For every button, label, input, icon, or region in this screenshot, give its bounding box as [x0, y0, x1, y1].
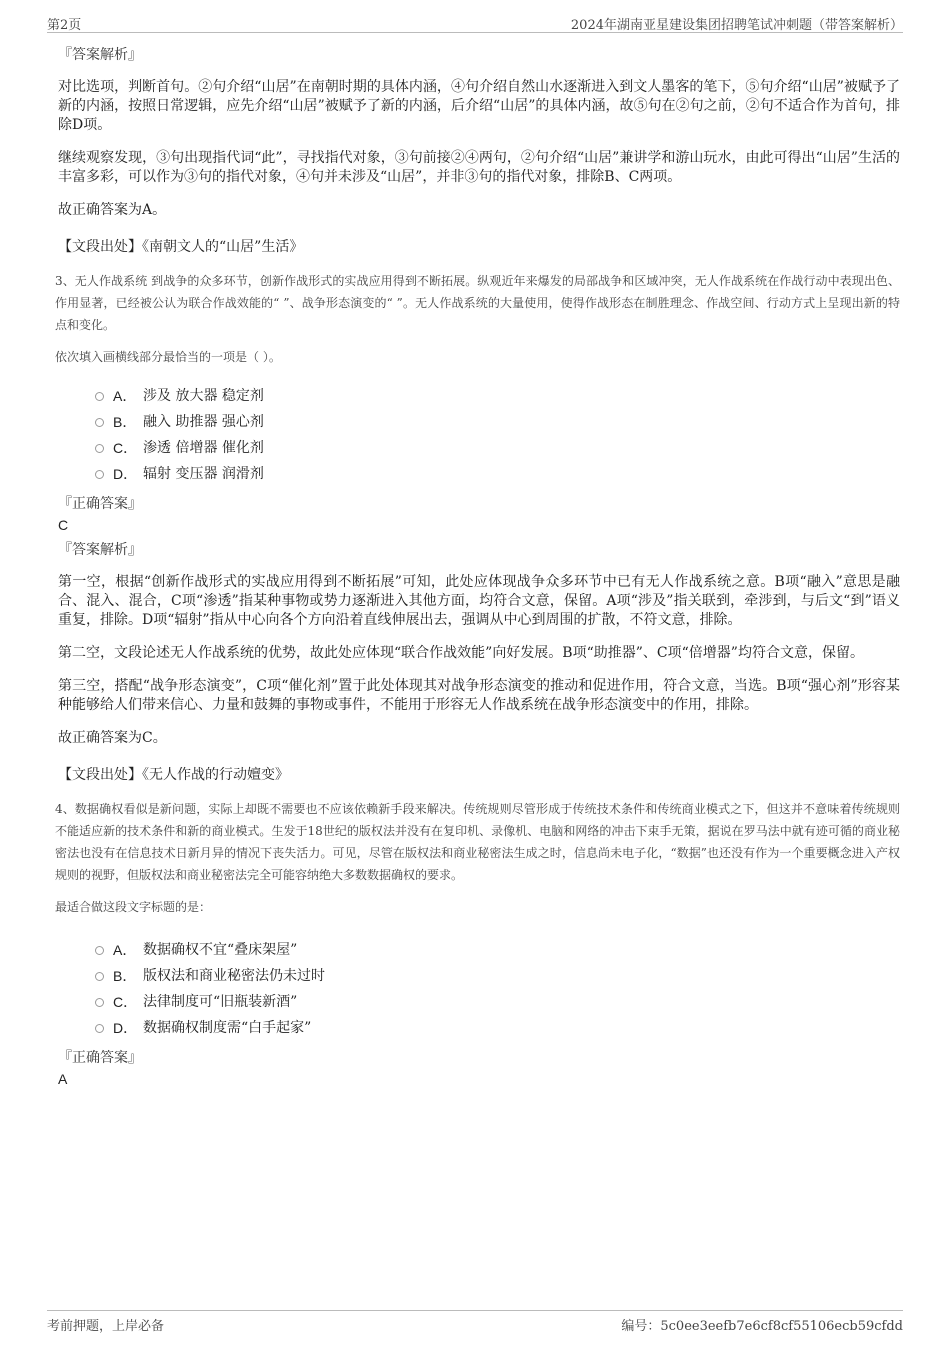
option-c[interactable]	[95, 989, 900, 1015]
radio-button[interactable]	[95, 470, 104, 479]
option-a[interactable]	[95, 937, 900, 963]
option-text: 涉及 放大器 稳定剂	[143, 388, 264, 404]
question-stem: 4、数据确权看似是新问题，实际上却既不需要也不应该依赖新手段来解决。传统规则尽管形成于传统技术条件和传统商业模式之下，但这并不意味着传统规则不能适应新的技术条件和新的商业模式。生发于18世纪的版权法并没有在复印机、录像机、电脑和网络的冲击下束手无策，据说在罗马法中就有迹可循的商业秘密法也没有在信息技术日新月异的情况下丧失活力。可见，尽管在版权法和商业秘密法生成之时，信息尚未电子化，“数据”也还没有作为一个重要概念进入产权规则的视野，但版权法和商业秘密法完全可能容纳绝大多数数据确权的要求。	[55, 802, 900, 882]
analysis-paragraph: 第三空，搭配“战争形态演变”，C项“催化剂”置于此处体现其对战争形态演变的推动和促进作用，符合文意，当选。B项“强心剂”形容某种能够给人们带来信心、力量和鼓舞的事物或事件，不能用于形容无人作战系统在战争形态演变中的作用，排除。	[58, 678, 900, 713]
correct-answer: A	[58, 1071, 68, 1087]
analysis-paragraph: 第二空，文段论述无人作战系统的优势，故此处应体现“联合作战效能”向好发展。B项“助推器”、C项“倍增器”均符合文意，保留。	[58, 645, 864, 661]
option-text: 渗透 倍增器 催化剂	[143, 440, 264, 456]
question-stem: 3、无人作战系统 到战争的众多环节，创新作战形式的实战应用得到不断拓展。纵观近年来爆发的局部战争和区域冲突，无人作战系统在作战行动中表现出色、作用显著，已经被公认为联合作战效能的“ ”、战争形态演变的“ ”。无人作战系统的大量使用，使得作战形态在制胜理念、作战空间、行动方式上呈现出新的特点和变化。	[55, 274, 900, 332]
footer-slogan: 考前押题，上岸必备	[47, 1319, 165, 1334]
analysis-label: 『答案解析』	[58, 542, 142, 558]
document-title: 2024年湖南亚星建设集团招聘笔试冲刺题（带答案解析）	[570, 18, 903, 33]
option-b[interactable]	[95, 409, 900, 435]
document-id: 编号：5c0ee3eefb7e6cf8cf55106ecb59cfdd	[621, 1319, 903, 1334]
radio-button[interactable]	[95, 418, 104, 427]
option-text: 数据确权制度需“白手起家”	[143, 1020, 312, 1036]
correct-answer-label: 『正确答案』	[58, 1050, 142, 1066]
source-citation: 【文段出处】《无人作战的行动嬗变》	[58, 767, 289, 783]
radio-button[interactable]	[95, 998, 104, 1007]
option-a[interactable]	[95, 383, 900, 409]
radio-button[interactable]	[95, 946, 104, 955]
option-text: 法律制度可“旧瓶装新酒”	[143, 994, 298, 1010]
analysis-paragraph: 继续观察发现，③句出现指代词“此”，寻找指代对象，③句前接②④两句，②句介绍“山居”兼讲学和游山玩水，由此可得出“山居”生活的丰富多彩，可以作为③句的指代对象，④句并未涉及“山居”，并非③句的指代对象，排除B、C两项。	[58, 150, 900, 185]
option-d[interactable]	[95, 1015, 900, 1041]
analysis-paragraph: 对比选项，判断首句。②句介绍“山居”在南朝时期的具体内涵，④句介绍自然山水逐渐进入到文人墨客的笔下，⑤句介绍“山居”被赋予了新的内涵，按照日常逻辑，应先介绍“山居”被赋予了新的内涵，后介绍“山居”的具体内涵，故⑤句在②句之前，②句不适合作为首句，排除D项。	[58, 79, 900, 133]
option-text: 版权法和商业秘密法仍未过时	[143, 968, 325, 984]
page-number: 第2页	[47, 18, 82, 33]
option-letter: D．	[113, 1020, 138, 1036]
analysis-label: 『答案解析』	[58, 47, 142, 63]
option-b[interactable]	[95, 963, 900, 989]
radio-button[interactable]	[95, 392, 104, 401]
option-c[interactable]	[95, 435, 900, 461]
option-letter: A．	[113, 942, 137, 958]
option-text: 融入 助推器 强心剂	[143, 414, 264, 430]
option-d[interactable]	[95, 461, 900, 487]
radio-button[interactable]	[95, 972, 104, 981]
option-text: 数据确权不宜“叠床架屋”	[143, 942, 298, 958]
option-list	[95, 937, 900, 1041]
correct-answer-label: 『正确答案』	[58, 496, 142, 512]
option-list	[95, 383, 900, 487]
correct-answer: C	[58, 517, 69, 533]
option-letter: C．	[113, 440, 138, 456]
page-footer	[47, 1310, 903, 1335]
analysis-paragraph: 第一空，根据“创新作战形式的实战应用得到不断拓展”可知，此处应体现战争众多环节中已有无人作战系统之意。B项“融入”意思是融合、混入、混合，C项“渗透”指某种事物或势力逐渐进入其他方面，均符合文意，保留。A项“涉及”指关联到，牵涉到，与后文“到”语义重复，排除。D项“辐射”指从中心向各个方向沿着直线伸展出去，强调从中心到周围的扩散，不符文意，排除。	[58, 574, 900, 628]
option-letter: A．	[113, 388, 137, 404]
page-content	[55, 44, 900, 1093]
option-text: 辐射 变压器 润滑剂	[143, 466, 264, 482]
analysis-paragraph: 故正确答案为C。	[58, 730, 167, 746]
source-citation: 【文段出处】《南朝文人的“山居”生活》	[58, 239, 304, 255]
option-letter: C．	[113, 994, 138, 1010]
question-prompt: 最适合做这段文字标题的是：	[55, 900, 212, 914]
question-prompt: 依次填入画横线部分最恰当的一项是（ ）。	[55, 350, 281, 364]
radio-button[interactable]	[95, 1024, 104, 1033]
option-letter: D．	[113, 466, 138, 482]
radio-button[interactable]	[95, 444, 104, 453]
page-header	[47, 12, 903, 33]
analysis-paragraph: 故正确答案为A。	[58, 202, 167, 218]
option-letter: B．	[113, 968, 137, 984]
option-letter: B．	[113, 414, 137, 430]
